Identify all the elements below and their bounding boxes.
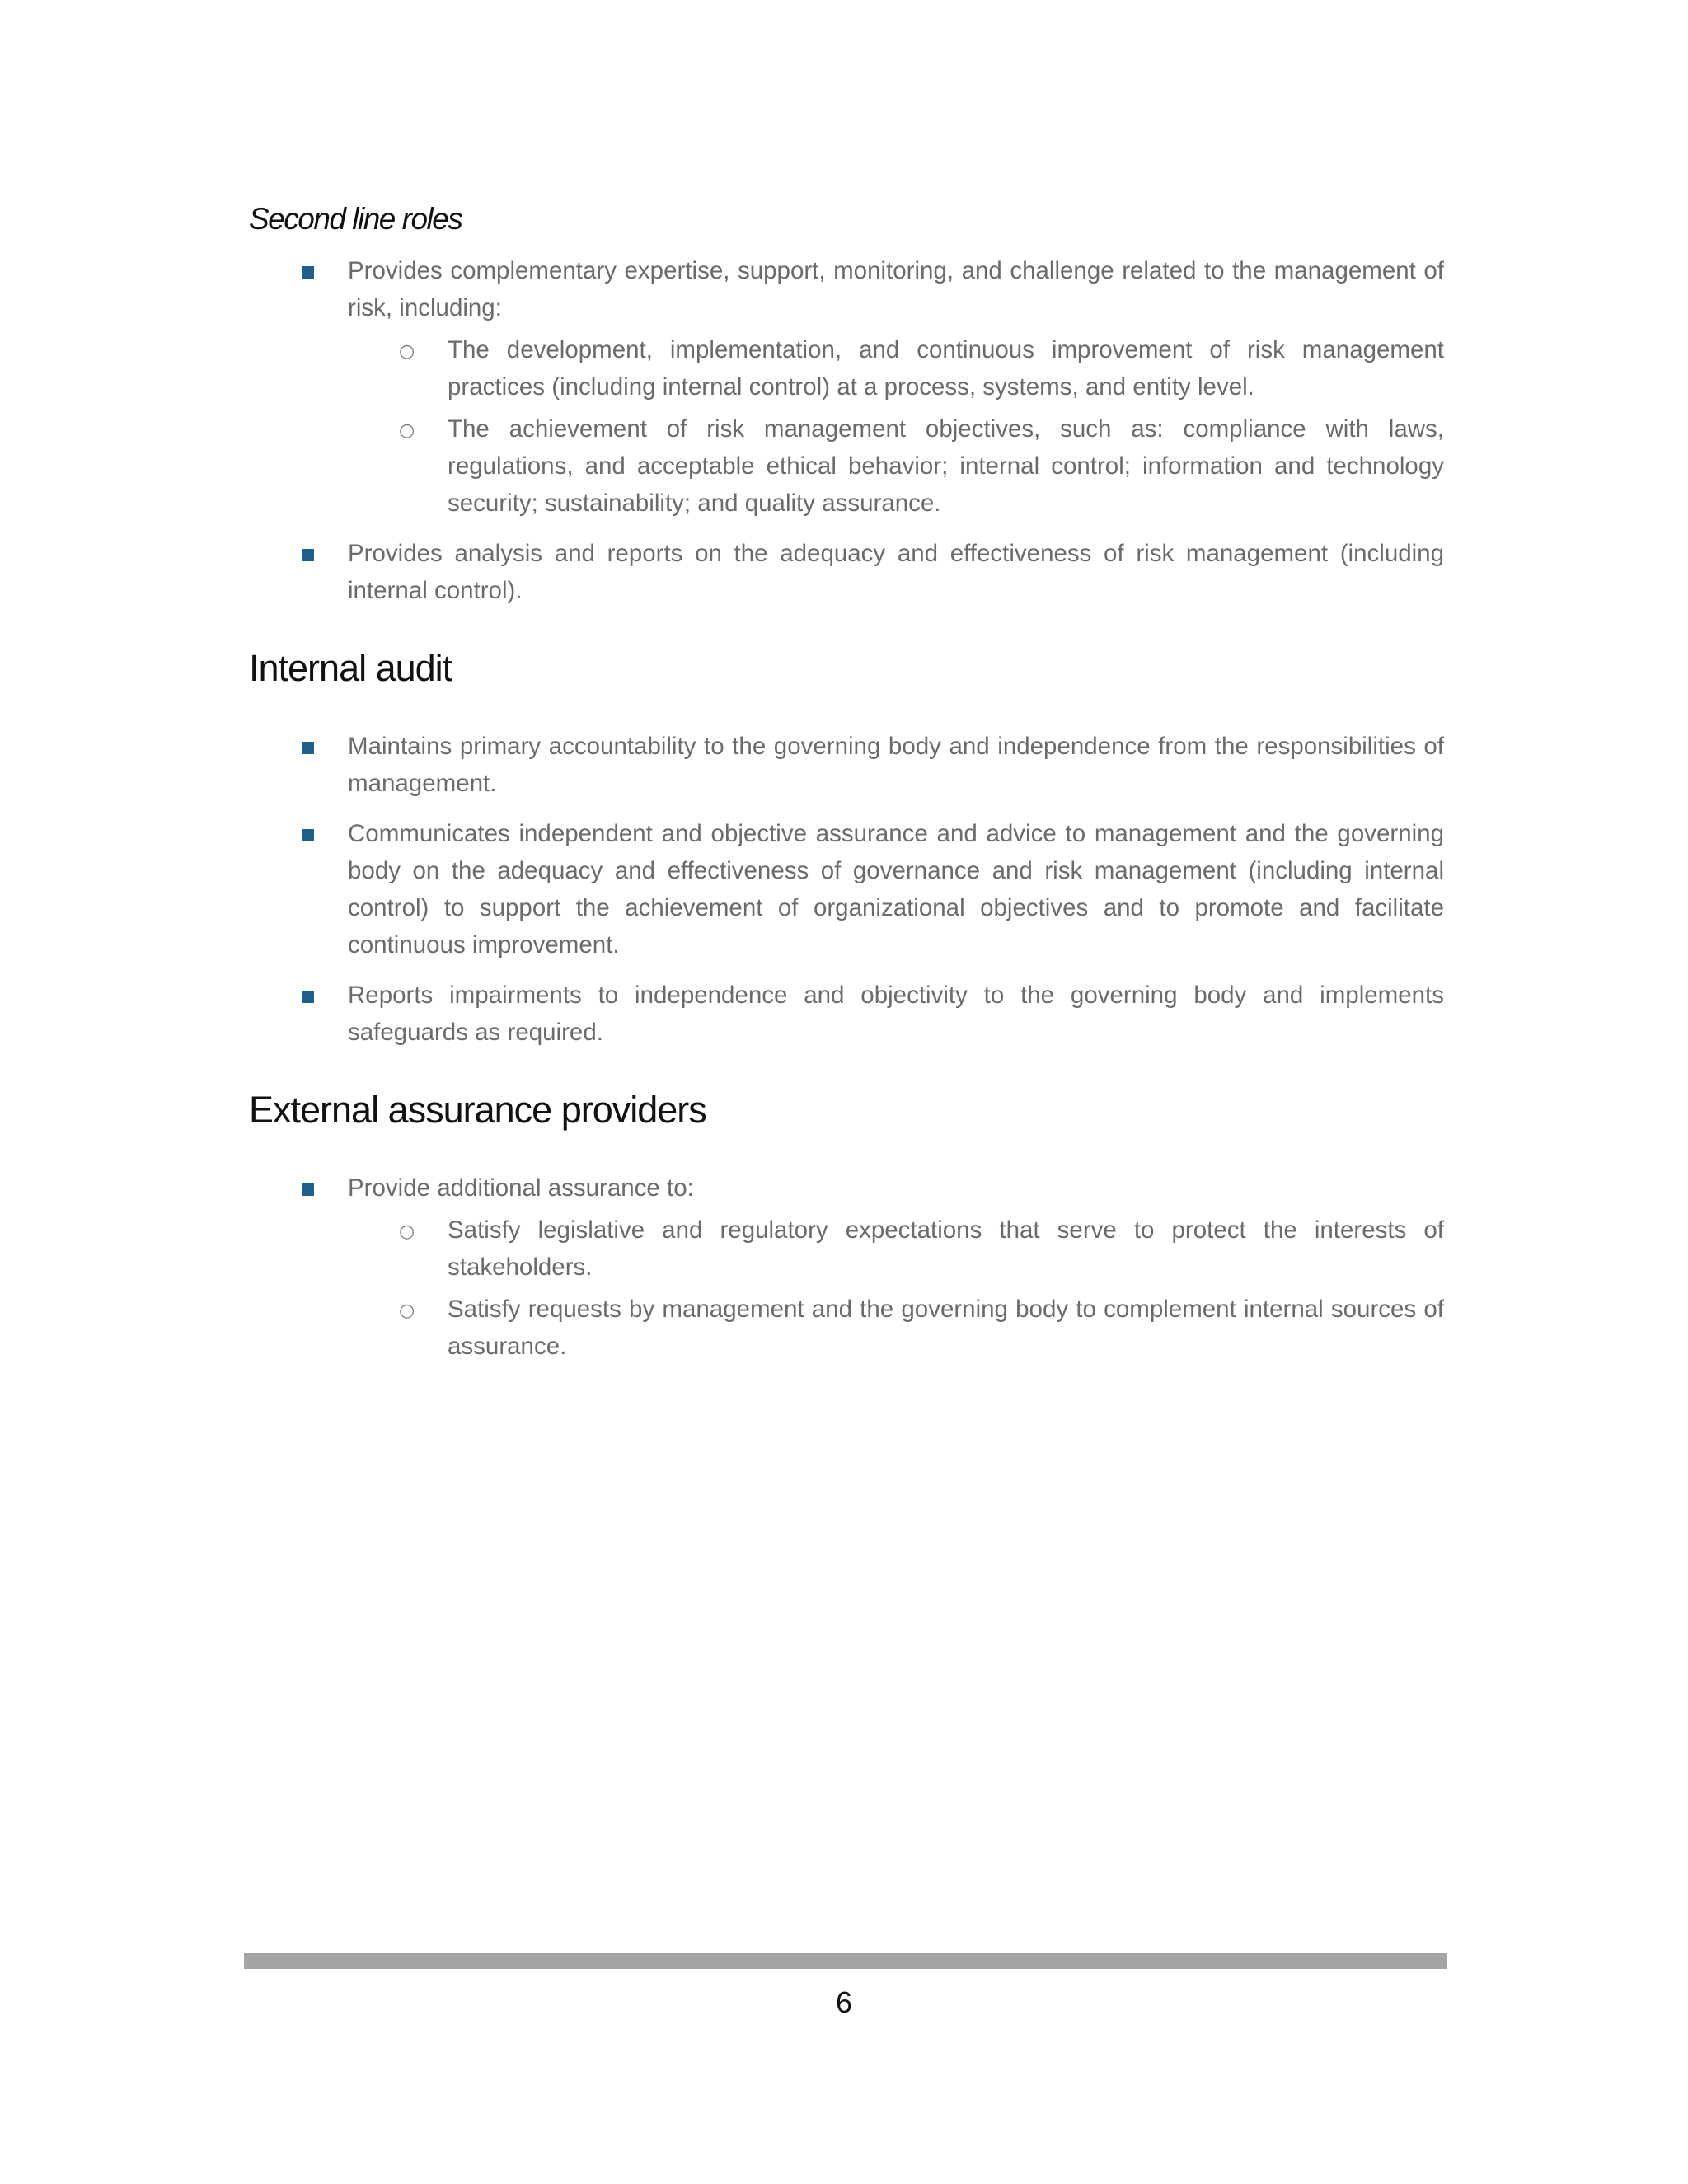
list-item-text: Reports impairments to independence and objectivity to the governing body and implements safeguards as required. (348, 982, 1444, 1046)
list-item (249, 535, 1444, 609)
hollow-circle-bullet-icon: ○ (399, 1301, 415, 1321)
hollow-circle-bullet-icon: ○ (399, 420, 415, 441)
external-assurance-list (249, 1169, 1444, 1365)
list-item (249, 728, 1444, 802)
square-bullet-icon (302, 266, 314, 279)
page-number: 6 (835, 1985, 853, 2019)
external-assurance-heading: External assurance providers (249, 1089, 706, 1131)
sub-list-item (348, 1212, 1444, 1286)
second-line-heading: Second line roles (249, 202, 462, 236)
list-item (249, 1169, 1444, 1365)
list-item (249, 815, 1444, 963)
square-bullet-icon (302, 829, 314, 841)
list-item-text: Provide additional assurance to: (348, 1174, 694, 1202)
footer-divider-bar (244, 1953, 1447, 1969)
list-item-text: Provides analysis and reports on the adequacy and effectiveness of risk management (including internal control). (348, 540, 1444, 604)
sub-list-item-text: Satisfy legislative and regulatory expectations that serve to protect the interests of stakeholders. (448, 1216, 1444, 1281)
sub-list-item (348, 1291, 1444, 1365)
sub-list (348, 331, 1444, 522)
sub-list-item-text: The achievement of risk management objectives, such as: compliance with laws, regulations, and acceptable ethical behavior; internal control; information and technology security; sustainability; and quality assurance. (448, 415, 1444, 517)
internal-audit-heading: Internal audit (249, 647, 452, 689)
sub-list (348, 1212, 1444, 1365)
page-content (249, 198, 1444, 1378)
list-item-text: Provides complementary expertise, support, monitoring, and challenge related to the management of risk, including: (348, 257, 1444, 321)
list-item (249, 977, 1444, 1051)
internal-audit-list (249, 728, 1444, 1051)
square-bullet-icon (302, 742, 314, 754)
sub-list-item-text: Satisfy requests by management and the governing body to complement internal sources of assurance. (448, 1296, 1444, 1360)
sub-list-item-text: The development, implementation, and continuous improvement of risk management practices (including internal control) at a process, systems, and entity level. (448, 336, 1444, 401)
list-item-text: Communicates independent and objective assurance and advice to management and the governing body on the adequacy and effectiveness of governance and risk management (including internal control) to support the achievement of organizational objectives and to promote and facilitate continuous improvement. (348, 820, 1444, 958)
hollow-circle-bullet-icon: ○ (399, 341, 415, 362)
sub-list-item (348, 410, 1444, 522)
square-bullet-icon (302, 549, 314, 561)
hollow-circle-bullet-icon: ○ (399, 1221, 415, 1242)
list-item (249, 252, 1444, 522)
list-item-text: Maintains primary accountability to the governing body and independence from the responsibilities of management. (348, 733, 1444, 797)
second-line-list (249, 252, 1444, 609)
sub-list-item (348, 331, 1444, 405)
square-bullet-icon (302, 1183, 314, 1196)
square-bullet-icon (302, 991, 314, 1003)
